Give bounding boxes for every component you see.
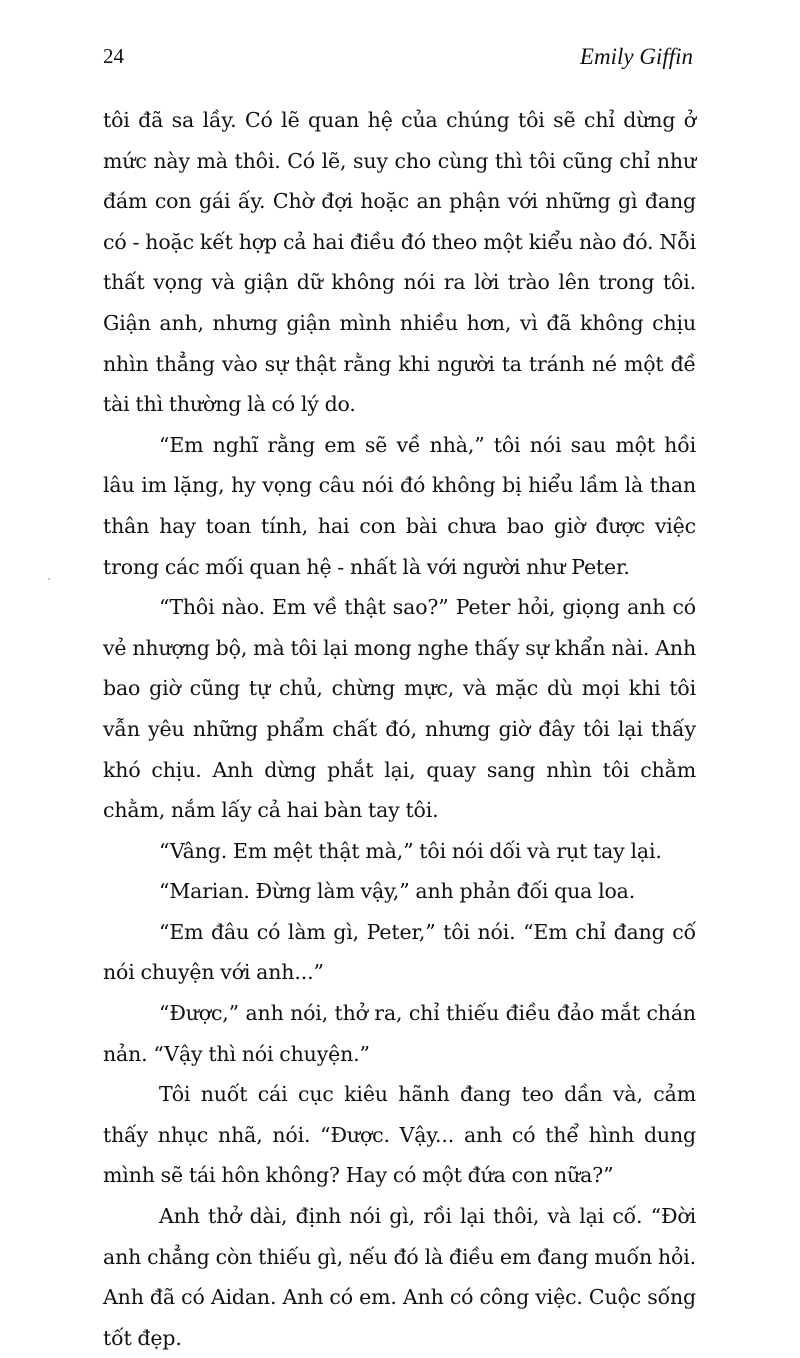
paragraph: “Thôi nào. Em về thật sao?” Peter hỏi, giọng anh có vẻ nhượng bộ, mà tôi lại mong nghe thấy sự khẩn nài. Anh bao giờ cũng tự chủ, chừng mực, và mặc dù mọi khi tôi vẫn yêu những phẩm chất đó, nhưng giờ đây tôi lại thấy khó chịu. Anh dừng phắt lại, quay sang nhìn tôi chằm chằm, nắm lấy cả hai bàn tay tôi. [103,595,696,823]
paragraph: Anh thở dài, định nói gì, rồi lại thôi, và lại cố. “Đời anh chẳng còn thiếu gì, nếu đó là điều em đang muốn hỏi. Anh đã có Aidan. Anh có em. Anh có công việc. Cuộc sống tốt đẹp. [103,1204,696,1350]
paragraph: tôi đã sa lầy. Có lẽ quan hệ của chúng tôi sẽ chỉ dừng ở mức này mà thôi. Có lẽ, suy cho cùng thì tôi cũng chỉ như đám con gái ấy. Chờ đợi hoặc an phận với những gì đang có - hoặc kết hợp cả hai điều đó theo một kiểu nào đó. Nỗi thất vọng và giận dữ không nói ra lời trào lên trong tôi. Giận anh, nhưng giận mình nhiều hơn, vì đã không chịu nhìn thẳng vào sự thật rằng khi người ta tránh né một đề tài thì thường là có lý do. [103,108,696,417]
paragraph: “Em nghĩ rằng em sẽ về nhà,” tôi nói sau một hồi lâu im lặng, hy vọng câu nói đó không bị hiểu lầm là than thân hay toan tính, hai con bài chưa bao giờ được việc trong các mối quan hệ - nhất là với người như Peter. [103,432,696,579]
paragraph: “Em đâu có làm gì, Peter,” tôi nói. “Em chỉ đang cố nói chuyện với anh...” [103,919,696,985]
page-speck [48,578,50,580]
page-number: 24 [103,44,124,68]
paragraph: “Được,” anh nói, thở ra, chỉ thiếu điều đảo mắt chán nản. “Vậy thì nói chuyện.” [103,1001,696,1066]
paragraph: “Vâng. Em mệt thật mà,” tôi nói dối và rụt tay lại. [159,838,662,863]
body-text [103,100,696,1358]
page-header [103,44,693,76]
running-head-author: Emily Giffin [579,44,693,69]
paragraph: Tôi nuốt cái cục kiêu hãnh đang teo dần và, cảm thấy nhục nhã, nói. “Được. Vậy... anh có thể hình dung mình sẽ tái hôn không? Hay có một đứa con nữa?” [103,1082,696,1188]
paragraph: “Marian. Đừng làm vậy,” anh phản đối qua loa. [159,879,636,904]
